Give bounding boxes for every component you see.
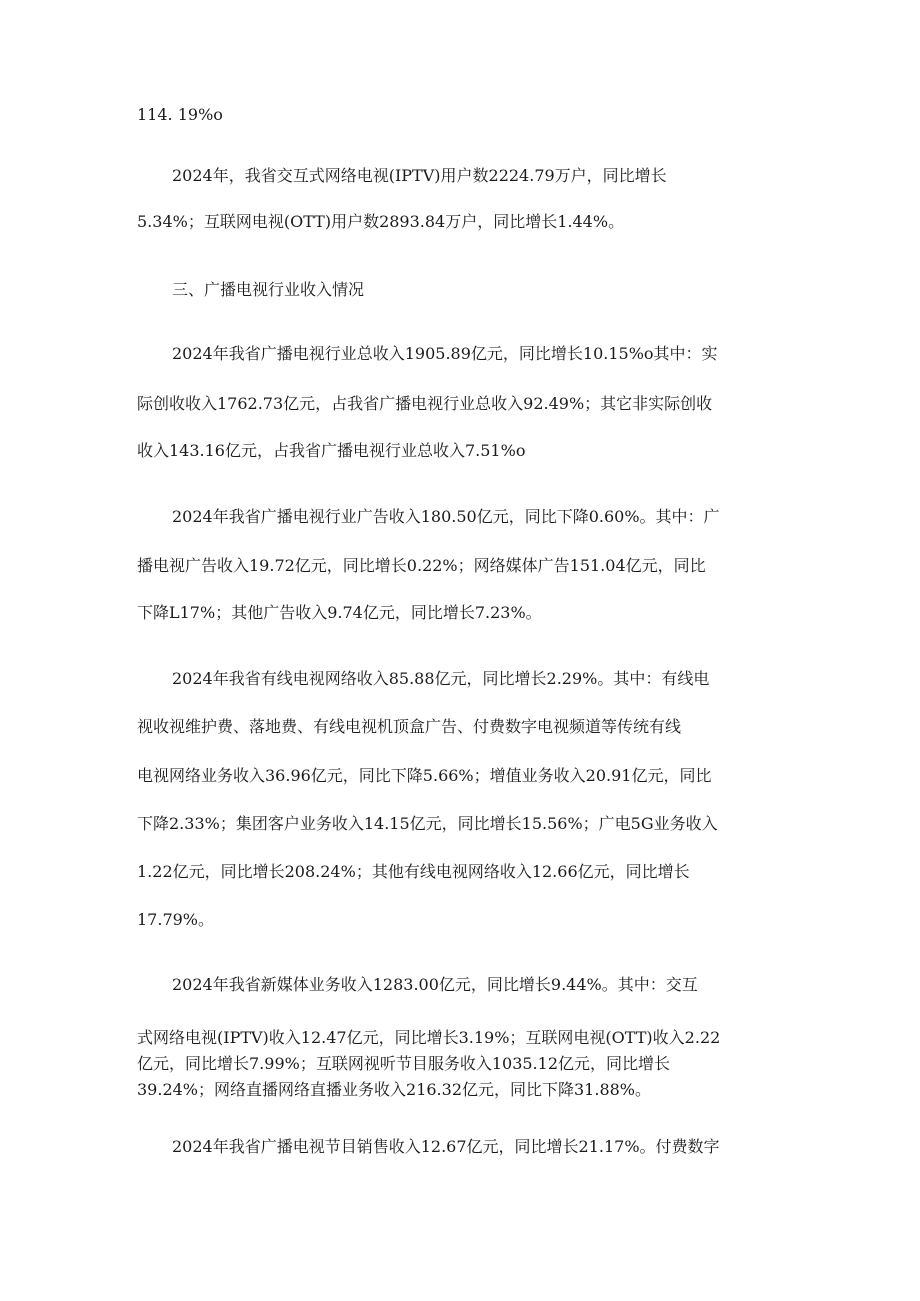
paragraph-cable-revenue-line-2: 视收视维护费、落地费、有线电视机顶盒广告、付费数字电视频道等传统有线 [137,717,682,736]
paragraph-program-sales-line-1: 2024年我省广播电视节目销售收入12.67亿元，同比增长21.17%。付费数字 [172,1137,720,1156]
section-heading: 三、广播电视行业收入情况 [172,280,365,299]
paragraph-cable-revenue-line-5: 1.22亿元，同比增长208.24%；其他有线电视网络收入12.66亿元，同比增长 [137,862,690,881]
paragraph-cable-revenue-line-6: 17.79%。 [137,910,215,929]
paragraph-ad-revenue-line-1: 2024年我省广播电视行业广告收入180.50亿元，同比下降0.60%。其中：广 [172,507,720,526]
paragraph-iptv-users-line-2: 5.34%；互联网电视(OTT)用户数2893.84万户，同比增长1.44%。 [137,212,625,231]
paragraph-new-media-line-2: 式网络电视(IPTV)收入12.47亿元，同比增长3.19%；互联网电视(OTT)收入2.22 [137,1028,721,1047]
paragraph-total-revenue-line-2: 际创收收入1762.73亿元，占我省广播电视行业总收入92.49%；其它非实际创收 [137,394,713,413]
paragraph-iptv-users-line-1: 2024年，我省交互式网络电视(IPTV)用户数2224.79万户，同比增长 [172,166,667,185]
paragraph-ad-revenue-line-3: 下降L17%；其他广告收入9.74亿元，同比增长7.23%。 [137,603,542,622]
paragraph-ad-revenue-line-2: 播电视广告收入19.72亿元，同比增长0.22%；网络媒体广告151.04亿元，同比 [137,556,706,575]
paragraph-cable-revenue-line-3: 电视网络业务收入36.96亿元，同比下降5.66%；增值业务收入20.91亿元，同比 [137,766,712,785]
text-line: 114. 19%o [137,105,223,124]
paragraph-total-revenue-line-1: 2024年我省广播电视行业总收入1905.89亿元，同比增长10.15%o其中：实 [172,344,718,363]
paragraph-new-media-line-3: 亿元，同比增长7.99%；互联网视听节目服务收入1035.12亿元，同比增长 [137,1054,670,1073]
paragraph-cable-revenue-line-4: 下降2.33%；集团客户业务收入14.15亿元，同比增长15.56%；广电5G业务收入 [137,814,718,833]
paragraph-new-media-line-1: 2024年我省新媒体业务收入1283.00亿元，同比增长9.44%。其中：交互 [172,975,698,994]
paragraph-total-revenue-line-3: 收入143.16亿元，占我省广播电视行业总收入7.51%o [137,441,526,460]
paragraph-cable-revenue-line-1: 2024年我省有线电视网络收入85.88亿元，同比增长2.29%。其中：有线电 [172,669,710,688]
paragraph-new-media-line-4: 39.24%；网络直播网络直播业务收入216.32亿元，同比下降31.88%。 [137,1080,652,1099]
